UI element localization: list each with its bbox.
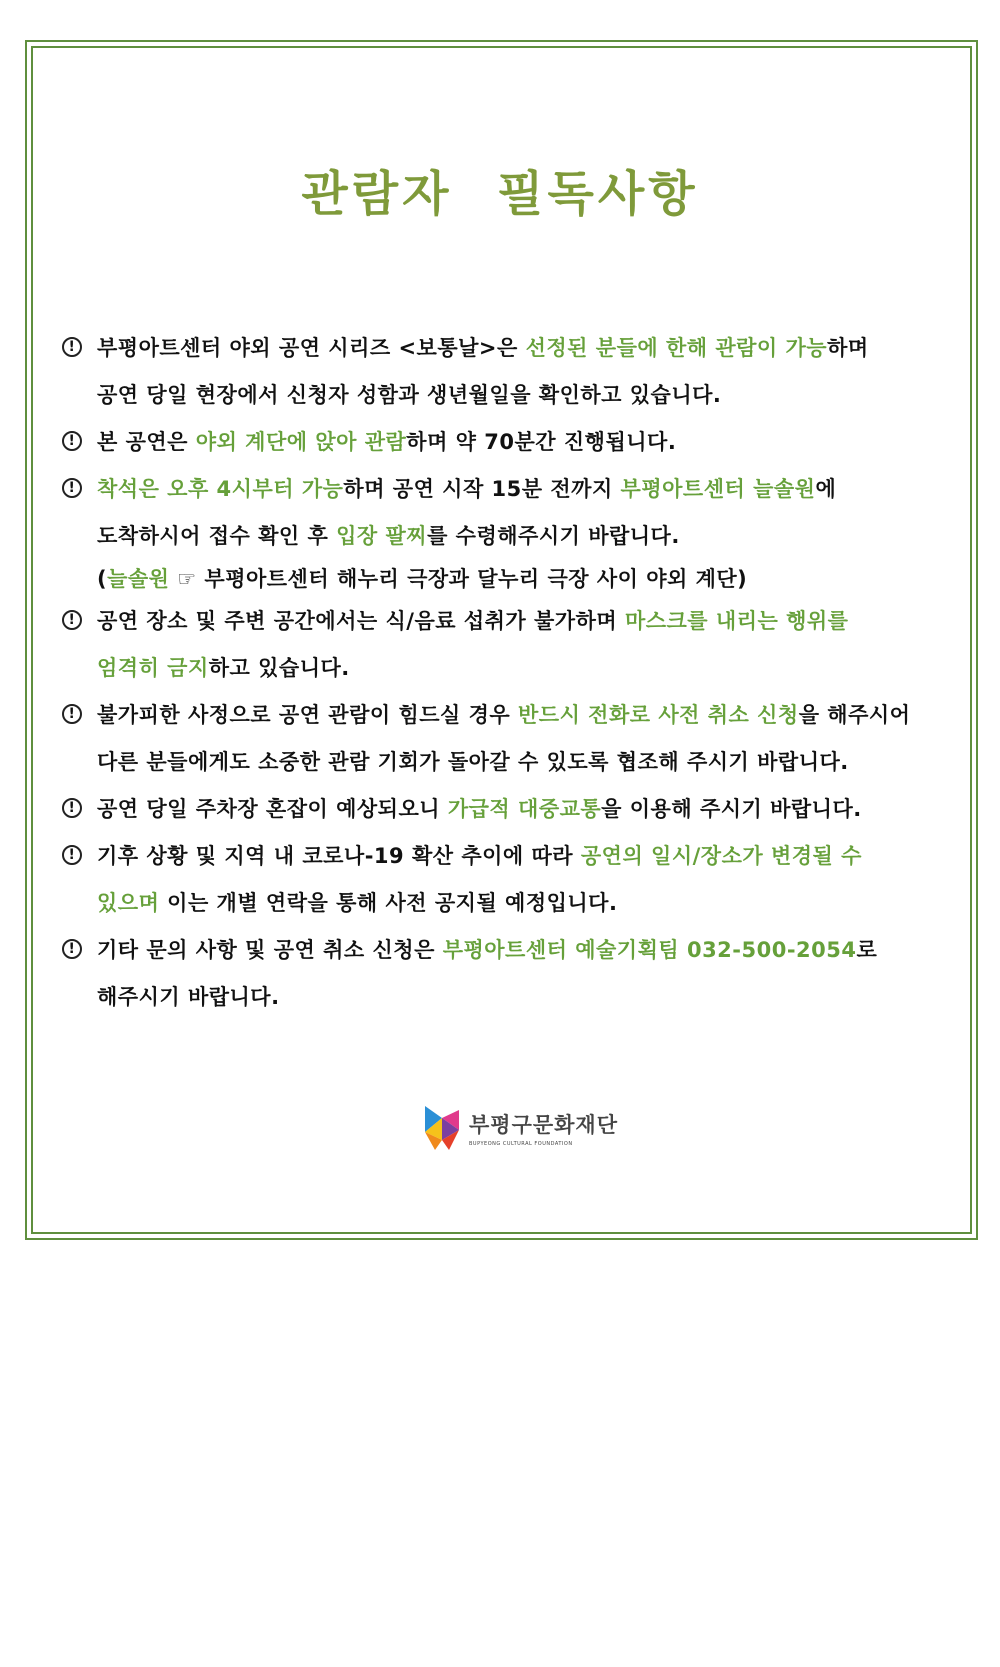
notice-text: 다른 분들에게도 소중한 관람 기회가 돌아갈 수 있도록 협조해 주시기 바랍니다. xyxy=(97,750,849,774)
highlight-text: 엄격히 금지 xyxy=(97,656,209,680)
notice-text: 공연 당일 현장에서 신청자 성함과 생년월일을 확인하고 있습니다. xyxy=(97,383,722,407)
notice-text: 하며 xyxy=(827,336,869,360)
notice-item xyxy=(60,598,960,692)
highlight-text: 부평아트센터 늘솔원 xyxy=(620,477,816,501)
highlight-text: 늘솔원 xyxy=(107,567,170,591)
notice-line xyxy=(97,833,960,880)
exclamation-circle-icon: ! xyxy=(62,478,82,498)
notice-line xyxy=(97,466,960,513)
notice-line xyxy=(97,645,960,692)
notice-line xyxy=(97,692,960,739)
notice-line xyxy=(97,419,960,466)
notice-text: 를 수령해주시기 바랍니다. xyxy=(427,524,680,548)
notice-text: 하고 있습니다. xyxy=(208,656,350,680)
notice-text: 하며 약 70분간 진행됩니다. xyxy=(406,430,677,454)
exclamation-circle-icon: ! xyxy=(62,845,82,865)
notice-item xyxy=(60,927,960,1021)
exclamation-circle-icon: ! xyxy=(62,337,82,357)
notice-text: 공연 장소 및 주변 공간에서는 식/음료 섭취가 불가하며 xyxy=(97,609,625,633)
highlight-text: 야외 계단에 앉아 관람 xyxy=(195,430,407,454)
foundation-subtitle: BUPYEONG CULTURAL FOUNDATION xyxy=(469,1141,573,1147)
exclamation-circle-icon: ! xyxy=(62,939,82,959)
notice-text: 기후 상황 및 지역 내 코로나-19 확산 추이에 따라 xyxy=(97,844,581,868)
notice-item xyxy=(60,786,960,833)
exclamation-circle-icon: ! xyxy=(62,798,82,818)
highlight-text: 공연의 일시/장소가 변경될 수 xyxy=(580,844,862,868)
highlight-text: 가급적 대중교통 xyxy=(447,797,602,821)
notice-line xyxy=(97,325,960,372)
notice-text: 불가피한 사정으로 공연 관람이 힘드실 경우 xyxy=(97,703,519,727)
notice-text: 을 이용해 주시기 바랍니다. xyxy=(601,797,862,821)
exclamation-circle-icon: ! xyxy=(62,704,82,724)
notice-line xyxy=(97,513,960,560)
exclamation-circle-icon: ! xyxy=(62,610,82,630)
notice-text: 로 xyxy=(856,938,878,962)
notice-text: 공연 당일 주차장 혼잡이 예상되오니 xyxy=(97,797,448,821)
notice-line xyxy=(97,974,960,1021)
notice-line xyxy=(97,786,960,833)
foundation-logo xyxy=(425,1105,618,1151)
notice-line xyxy=(97,372,960,419)
notice-text: 에 xyxy=(815,477,837,501)
highlight-text: 부평아트센터 예술기획팀 032-500-2054 xyxy=(442,938,857,962)
notice-text: 을 해주시어 xyxy=(798,703,911,727)
notice-text: ( xyxy=(97,567,108,591)
foundation-logo-icon xyxy=(425,1106,459,1150)
notice-text: 도착하시어 접수 확인 후 xyxy=(97,524,337,548)
highlight-text: 선정된 분들에 한해 관람이 가능 xyxy=(525,336,828,360)
highlight-text: 반드시 전화로 사전 취소 신청 xyxy=(518,703,799,727)
highlight-text: 입장 팔찌 xyxy=(336,524,428,548)
notice-text: 기타 문의 사항 및 공연 취소 신청은 xyxy=(97,938,443,962)
notice-text: 이는 개별 연락을 통해 사전 공지될 예정입니다. xyxy=(159,891,618,915)
notice-note xyxy=(97,560,960,598)
notice-line xyxy=(97,880,960,927)
notice-item xyxy=(60,325,960,419)
notice-text: 본 공연은 xyxy=(97,430,196,454)
notice-line xyxy=(97,598,960,645)
notice-item xyxy=(60,833,960,927)
notice-item xyxy=(60,466,960,598)
notice-item xyxy=(60,692,960,786)
highlight-text: 있으며 xyxy=(97,891,160,915)
notice-text: 해주시기 바랍니다. xyxy=(97,985,280,1009)
notice-text: 부평아트센터 야외 공연 시리즈 <보통날>은 xyxy=(97,336,526,360)
notice-item xyxy=(60,419,960,466)
page-title: 관람자 필독사항 xyxy=(301,166,699,222)
notice-text: ☞ 부평아트센터 해누리 극장과 달누리 극장 사이 야외 계단) xyxy=(169,567,748,591)
foundation-name: 부평구문화재단 xyxy=(469,1113,619,1137)
exclamation-circle-icon: ! xyxy=(62,431,82,451)
highlight-text: 착석은 오후 4시부터 가능 xyxy=(97,477,344,501)
highlight-text: 마스크를 내리는 행위를 xyxy=(624,609,849,633)
notice-text: 하며 공연 시작 15분 전까지 xyxy=(343,477,621,501)
notice-line xyxy=(97,739,960,786)
notice-list xyxy=(60,325,960,1021)
notice-line xyxy=(97,927,960,974)
